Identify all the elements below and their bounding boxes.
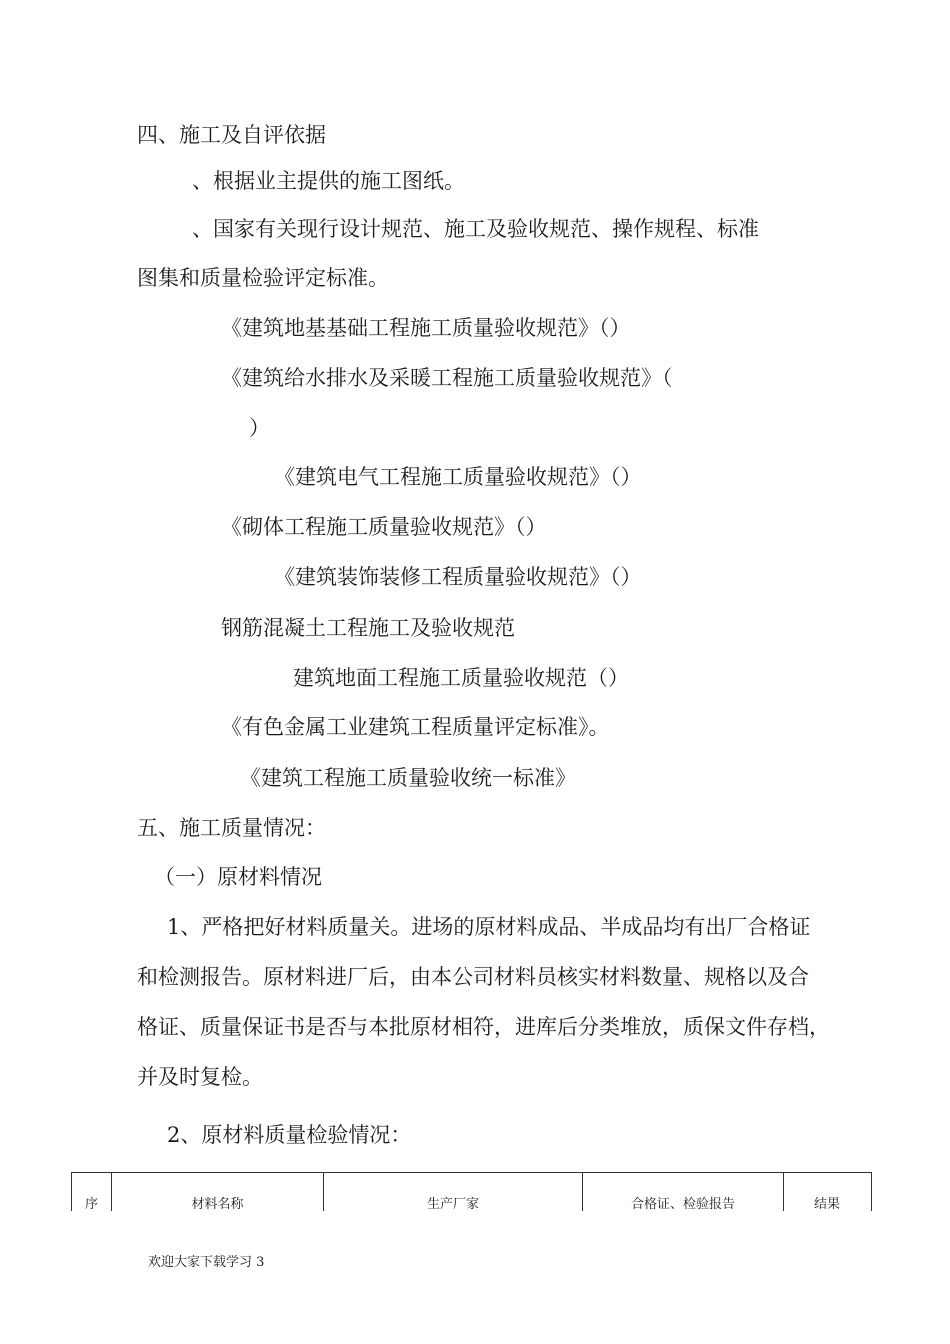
table-header-result: 结果 (813, 1197, 840, 1212)
table-header-certificate: 合格证、检验报告 (583, 1173, 784, 1211)
table-header-manufacturer: 生产厂家 (324, 1173, 583, 1211)
standard-unified: 《建筑工程施工质量验收统一标准》 (240, 766, 576, 790)
standard-electrical: 《建筑电气工程施工质量验收规范》（） (274, 465, 642, 489)
table-header-material-name: 材料名称 (112, 1173, 324, 1211)
paragraph-1-line-2: 和检测报告。原材料进厂后，由本公司材料员核实材料数量、规格以及合 (137, 965, 809, 989)
section-heading-4: 四、施工及自评依据 (137, 123, 326, 147)
paragraph-1-line-1: 1、严格把好材料质量关。进场的原材料成品、半成品均有出厂合格证 (167, 915, 811, 939)
basis-item-1: 、根据业主提供的施工图纸。 (192, 169, 465, 193)
section-heading-5: 五、施工质量情况： (137, 816, 326, 840)
materials-table (71, 1172, 872, 1211)
standard-masonry: 《砌体工程施工质量验收规范》（） (221, 515, 547, 539)
subheading-raw-materials: （一）原材料情况 (154, 865, 322, 889)
basis-item-2: 、国家有关现行设计规范、施工及验收规范、操作规程、标准 (192, 217, 759, 241)
paragraph-1-line-3: 格证、质量保证书是否与本批原材相符，进库后分类堆放，质保文件存档， (137, 1015, 830, 1039)
basis-item-2-continuation: 图集和质量检验评定标准。 (137, 266, 389, 290)
page-footer: 欢迎大家下载学习 3 (148, 1255, 265, 1270)
table-header-index: 序 (72, 1173, 112, 1211)
standard-plumbing-close: ） (249, 416, 270, 440)
standard-ground: 建筑地面工程施工质量验收规范（） (293, 666, 629, 690)
paragraph-2-heading: 2、原材料质量检验情况： (167, 1123, 412, 1147)
standard-decoration: 《建筑装饰装修工程质量验收规范》（） (274, 565, 642, 589)
standard-nonferrous: 《有色金属工业建筑工程质量评定标准》。 (221, 715, 610, 739)
paragraph-1-line-4: 并及时复检。 (137, 1065, 263, 1089)
standard-foundation: 《建筑地基基础工程施工质量验收规范》（） (221, 316, 631, 340)
standard-plumbing: 《建筑给水排水及采暖工程施工质量验收规范》（ (221, 366, 673, 390)
standard-concrete: 钢筋混凝土工程施工及验收规范 (221, 616, 515, 640)
